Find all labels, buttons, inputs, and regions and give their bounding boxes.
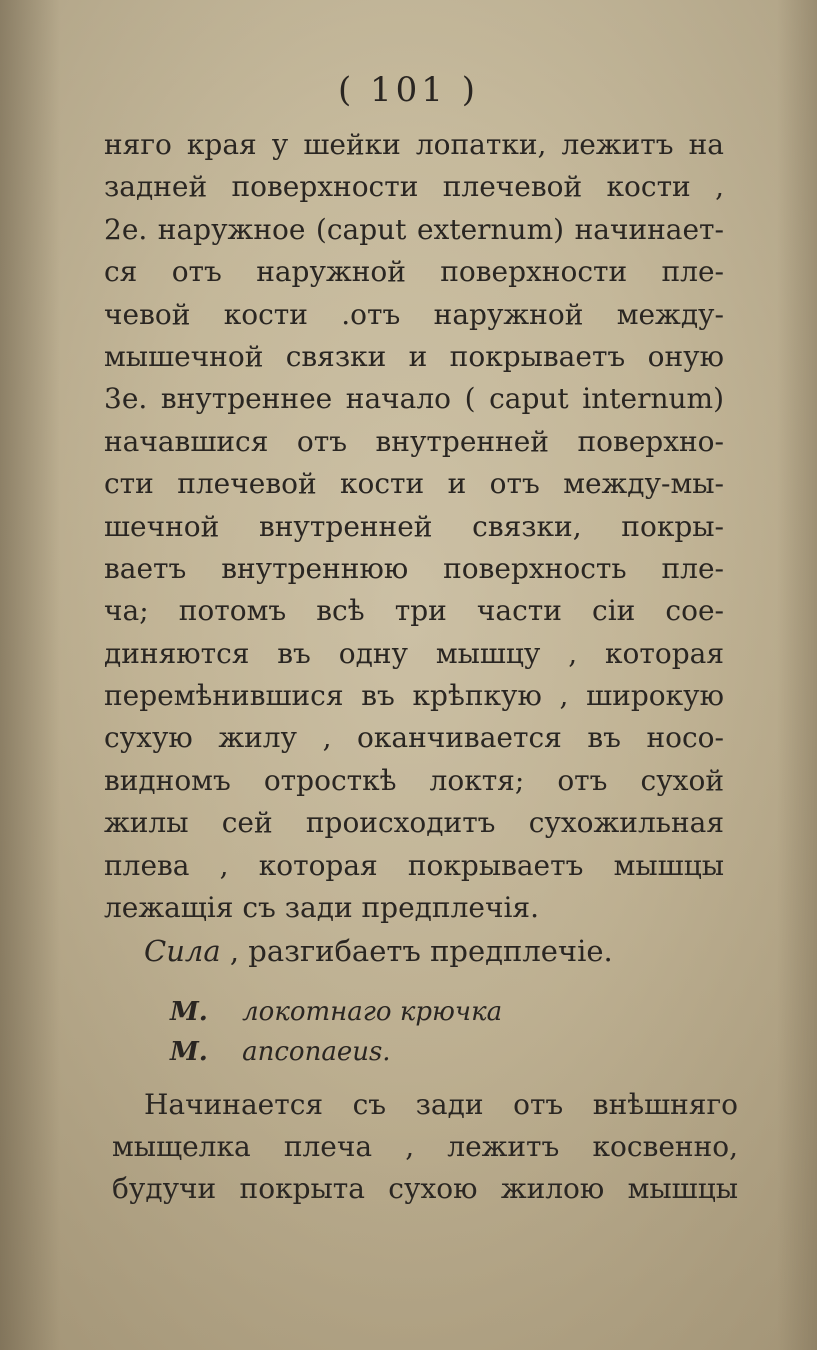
muscle-russian-name: локотнаго крючка bbox=[242, 997, 503, 1027]
function-text: , разгибаетъ предплечiе. bbox=[229, 934, 613, 968]
text-line: будучи покрыта сухою жилою мышцы bbox=[112, 1172, 738, 1205]
function-line bbox=[144, 930, 744, 972]
text-line: шечной внутренней связки, покры- bbox=[104, 509, 724, 543]
page-edge-shadow bbox=[777, 0, 817, 1350]
text-line: 3е. внутреннее начало ( caput internum) bbox=[104, 382, 724, 416]
muscle-prefix: М. bbox=[170, 997, 208, 1027]
text-line: чевой кости .отъ наружной между- bbox=[104, 297, 724, 331]
text-line: начавшися отъ внутренней поверхно- bbox=[104, 424, 724, 458]
text-line: видномъ отросткѣ локтя; отъ сухой bbox=[104, 763, 724, 797]
text-line: жилы сей происходитъ сухожильная bbox=[104, 806, 724, 840]
paragraph-1 bbox=[104, 124, 724, 929]
page-spine-shadow bbox=[0, 0, 60, 1350]
text-line: 2е. наружное (caput externum) начинает- bbox=[104, 212, 724, 246]
paragraph-2 bbox=[112, 1084, 738, 1210]
function-label: Сила bbox=[144, 934, 221, 968]
text-line: перемѣнившися въ крѣпкую , широкую bbox=[104, 679, 724, 713]
text-line: ча; потомъ всѣ три части сiи сое- bbox=[104, 594, 724, 628]
muscle-name-russian bbox=[170, 994, 670, 1030]
muscle-latin-name: anconaeus. bbox=[242, 1037, 391, 1067]
text-line: мыщелка плеча , лежитъ косвенно, bbox=[112, 1130, 738, 1163]
text-line: задней поверхности плечевой кости , bbox=[104, 170, 724, 204]
text-line: Начинается съ зади отъ внѣшняго bbox=[144, 1088, 738, 1121]
text-line: ваетъ внутреннюю поверхность пле- bbox=[104, 551, 724, 585]
page-number: ( 101 ) bbox=[337, 70, 480, 110]
text-line: лежащiя съ зади предплечiя. bbox=[104, 891, 539, 925]
muscle-name-latin bbox=[170, 1034, 670, 1070]
text-line: сухую жилу , оканчивается въ носо- bbox=[104, 721, 724, 755]
text-line: няго края у шейки лопатки, лежитъ на bbox=[104, 128, 724, 161]
muscle-prefix: М. bbox=[170, 1037, 208, 1067]
text-line: ся отъ наружной поверхности пле- bbox=[104, 255, 724, 289]
text-line: сти плечевой кости и отъ между-мы- bbox=[104, 467, 724, 501]
text-line: плева , которая покрываетъ мышцы bbox=[104, 848, 724, 882]
text-line: диняются въ одну мышцу , которая bbox=[104, 636, 724, 670]
text-line: мышечной связки и покрываетъ оную bbox=[104, 339, 724, 373]
